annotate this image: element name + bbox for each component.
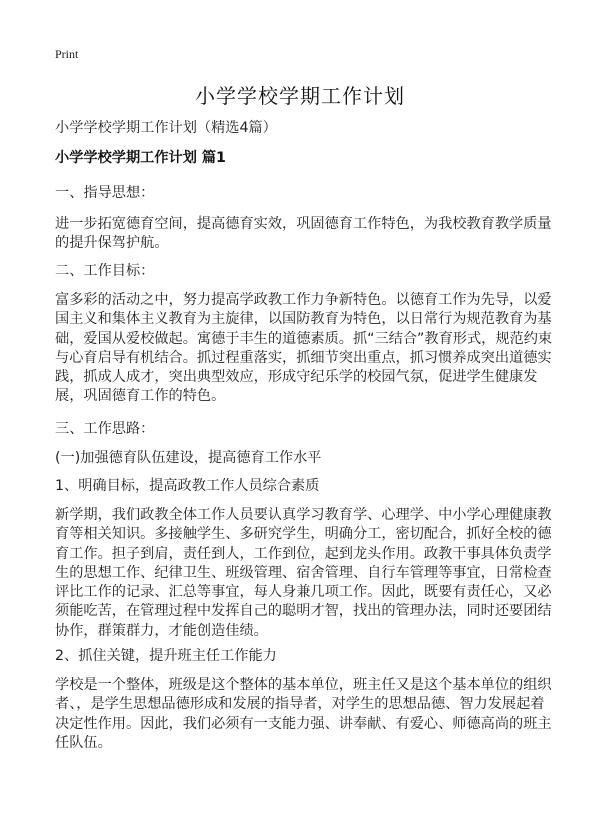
section-subheading-team-building: (一)加强德育队伍建设，提高德育工作水平 xyxy=(55,450,322,466)
print-label: Print xyxy=(55,47,79,61)
section-heading-guiding-ideology: 一、指导思想： xyxy=(55,185,155,201)
section-body-guiding-ideology: 进一步拓宽德育空间，提高德育实效，巩固德育工作特色，为我校教育教学质量的提升保驾护航。 xyxy=(55,216,552,252)
item-title-clear-goals: 1、明确目标，提高政教工作人员综合素质 xyxy=(55,478,320,494)
item-title-head-teacher: 2、抓住关键，提升班主任工作能力 xyxy=(55,648,277,664)
section-body-work-goals: 富多彩的活动之中，努力提高学政教工作力争新特色。以德育工作为先导，以爱国主义和集体主义教育为主旋律，以国防教育为特色，以日常行为规范教育为基础，爱国从爱校做起。寓德于丰生的道德素质。抓“三结合”教育形式，规范约束与心育启导有机结合。抓过程重落实，抓细节突出重点，抓习惯养成突出道德实践，抓成人成才，突出典型效应，形成守纪乐学的校园气氛，促进学生健康发展，巩固德育工作的特色。 xyxy=(55,292,553,405)
item-body-head-teacher: 学校是一个整体，班级是这个整体的基本单位，班主任又是这个基本单位的组织者、，是学生思想品德形成和发展的指导者，对学生的思想品德、智力发展起着决定性作用。因此，我们必须有一支能力强、讲奉献、有爱心、师德高尚的班主任队伍。 xyxy=(55,677,552,751)
item-body-clear-goals: 新学期，我们政教全体工作人员要认真学习教育学、心理学、中小学心理健康教育等相关知识。多接触学生、多研究学生，明确分工，密切配合，抓好全校的德育工作。担子到肩，责任到人，工作到位，起到龙头作用。政教干事具体负责学生的思想工作、纪律卫生、班级管理、宿舍管理、自行车管理等事宜，日常检查评比工作的记录、汇总等事宜，每人身兼几项工作。因此，既要有责任心，又必须能吃苦，在管理过程中发挥自己的聪明才智，找出的管理办法，同时还要团结协作，群策群力，才能创造佳绩。 xyxy=(55,507,552,639)
article-heading: 小学学校学期工作计划 篇1 xyxy=(55,150,226,166)
document-title: 小学学校学期工作计划 xyxy=(195,84,405,108)
section-heading-work-goals: 二、工作目标： xyxy=(55,263,155,279)
section-heading-work-ideas: 三、工作思路： xyxy=(55,421,155,437)
document-subtitle: 小学学校学期工作计划（精选4篇） xyxy=(55,120,277,136)
